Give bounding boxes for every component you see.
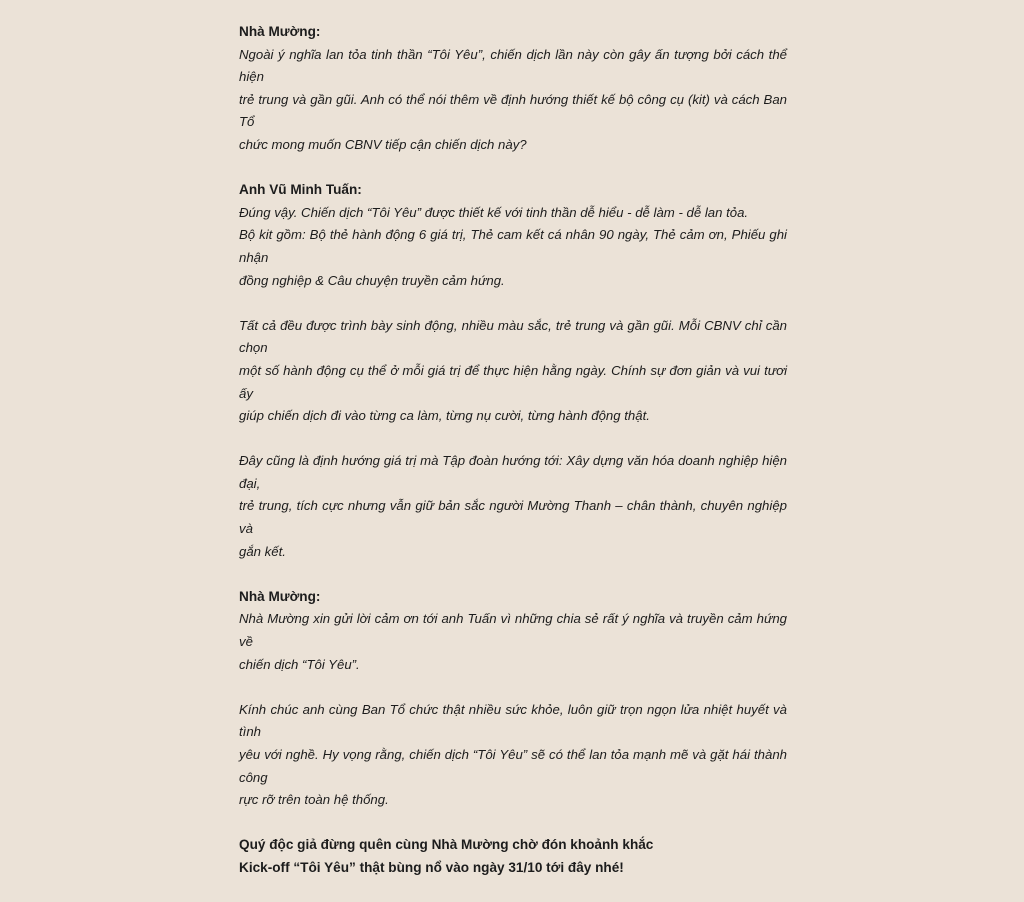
text-line: Nhà Mường xin gửi lời cảm ơn tới anh Tuấn vì những chia sẻ rất ý nghĩa và truyền cảm hứng về — [239, 611, 787, 650]
text-line: một số hành động cụ thể ở mỗi giá trị để thực hiện hằng ngày. Chính sự đơn giản và vui tươi ấy — [239, 362, 787, 401]
text-line: Tất cả đều được trình bày sinh động, nhiều màu sắc, trẻ trung và gần gũi. Mỗi CBNV chỉ cần chọn — [239, 317, 787, 356]
question-text — [239, 44, 787, 157]
text-line: giúp chiến dịch đi vào từng ca làm, từng nụ cười, từng hành động thật. — [239, 408, 650, 424]
text-line: Kính chúc anh cùng Ban Tổ chức thật nhiều sức khỏe, luôn giữ trọn ngọn lửa nhiệt huyết và tình — [239, 701, 787, 740]
closing-text — [239, 834, 787, 879]
answer-paragraph-2 — [239, 315, 787, 428]
text-line: yêu với nghề. Hy vọng rằng, chiến dịch “Tôi Yêu” sẽ có thể lan tỏa mạnh mẽ và gặt hái thành công — [239, 747, 787, 785]
text-line: gắn kết. — [239, 543, 286, 559]
interview-answer-1 — [239, 179, 787, 292]
question-text — [239, 608, 787, 676]
speaker-label: Anh Vũ Minh Tuấn: — [239, 182, 362, 198]
interview-question-2 — [239, 586, 787, 676]
text-line: Đây cũng là định hướng giá trị mà Tập đoàn hướng tới: Xây dựng văn hóa doanh nghiệp hiện đại, — [239, 453, 787, 491]
answer-paragraph-3 — [239, 450, 787, 563]
text-line: Ngoài ý nghĩa lan tỏa tinh thần “Tôi Yêu”, chiến dịch lần này còn gây ấn tượng bởi cách thể hiện — [239, 46, 787, 85]
speaker-label: Nhà Mường: — [239, 24, 321, 39]
text-line: rực rỡ trên toàn hệ thống. — [239, 792, 389, 808]
text-line: chức mong muốn CBNV tiếp cận chiến dịch này? — [239, 136, 527, 152]
text-line: Kick-off “Tôi Yêu” thật bùng nổ vào ngày 31/10 tới đây nhé! — [239, 859, 624, 875]
answer-text — [239, 202, 787, 292]
speaker-label: Nhà Mường: — [239, 588, 321, 604]
text-line: Quý độc giả đừng quên cùng Nhà Mường chờ đón khoảnh khắc — [239, 837, 654, 853]
text-line: trẻ trung, tích cực nhưng vẫn giữ bản sắc người Mường Thanh – chân thành, chuyên nghiệp và — [239, 498, 787, 537]
paragraph-text — [239, 450, 787, 563]
closing-wishes-paragraph — [239, 699, 787, 812]
text-line: chiến dịch “Tôi Yêu”. — [239, 656, 360, 672]
article-body — [239, 21, 787, 902]
text-line: Đúng vậy. Chiến dịch “Tôi Yêu” được thiết kế với tinh thần dễ hiểu - dễ làm - dễ lan tỏa. — [239, 204, 749, 220]
interview-question-1 — [239, 21, 787, 157]
text-line: Bộ kit gồm: Bộ thẻ hành động 6 giá trị, Thẻ cam kết cá nhân 90 ngày, Thẻ cảm ơn, Phiếu ghi nhận — [239, 227, 787, 265]
paragraph-text — [239, 315, 787, 428]
text-line: đồng nghiệp & Câu chuyện truyền cảm hứng. — [239, 272, 505, 288]
closing-callout — [239, 834, 787, 879]
text-line: trẻ trung và gần gũi. Anh có thể nói thêm về định hướng thiết kế bộ công cụ (kit) và cách Ban Tổ — [239, 91, 787, 130]
paragraph-text — [239, 699, 787, 812]
